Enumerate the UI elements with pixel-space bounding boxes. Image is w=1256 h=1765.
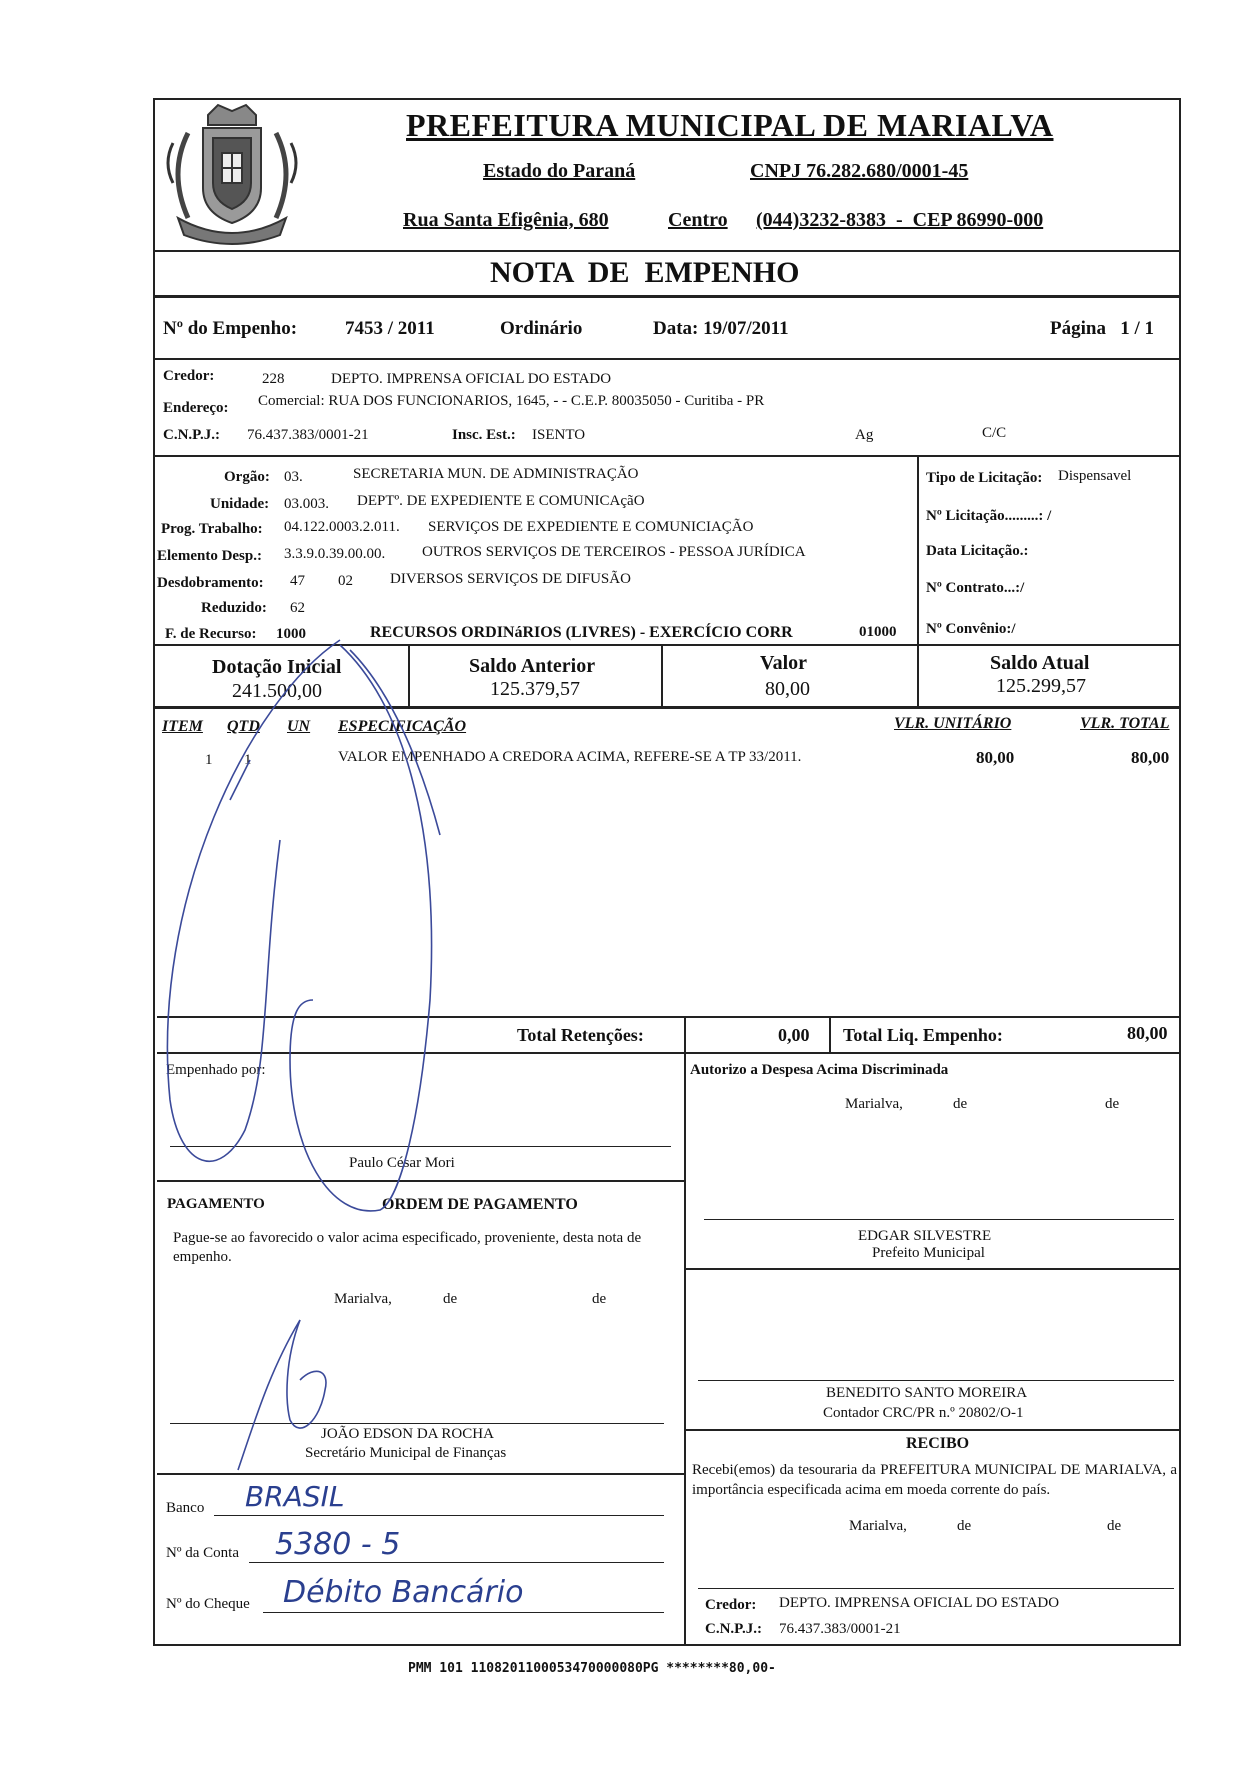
elemento-name: OUTROS SERVIÇOS DE TERCEIROS - PESSOA JURÍDICA (422, 544, 806, 560)
saldo-atual-value: 125.299,57 (996, 675, 1086, 697)
col-un: UN (287, 718, 311, 735)
elemento-label: Elemento Desp.: (157, 548, 262, 564)
credor-cnpj: 76.437.383/0001-21 (247, 427, 369, 443)
item-unit-value: 80,00 (976, 748, 1015, 767)
desdobramento-code2: 02 (338, 573, 353, 589)
unidade-code: 03.003. (284, 496, 329, 512)
banco-value-handwritten: BRASIL (245, 1480, 345, 1513)
header-address: Rua Santa Efigênia, 680 (403, 209, 609, 231)
orgao-name: SECRETARIA MUN. DE ADMINISTRAÇÃO (353, 466, 639, 482)
orgao-label: Orgão: (224, 469, 270, 485)
recibo-cnpj-label: C.N.P.J.: (705, 1621, 762, 1637)
prog-label: Prog. Trabalho: (161, 521, 263, 537)
pagamento-label: PAGAMENTO (167, 1196, 265, 1212)
fonte-name: RECURSOS ORDINáRIOS (LIVRES) - EXERCÍCIO CORR (370, 624, 793, 641)
recibo-cnpj-value: 76.437.383/0001-21 (779, 1621, 901, 1637)
recibo-credor-label: Credor: (705, 1597, 757, 1613)
banco-label: Banco (166, 1500, 205, 1516)
unidade-label: Unidade: (210, 496, 270, 512)
total-retencoes-label: Total Retenções: (517, 1025, 644, 1045)
ordem-pagamento-label: ORDEM DE PAGAMENTO (382, 1196, 578, 1213)
address-label: Endereço: (163, 400, 229, 416)
desdobramento-name: DIVERSOS SERVIÇOS DE DIFUSÃO (390, 571, 631, 587)
desdobramento-code1: 47 (290, 573, 305, 589)
tipo-licitacao-value: Dispensavel (1058, 468, 1132, 484)
col-especificacao: ESPECIFICAÇÃO (338, 718, 467, 735)
credor-code: 228 (262, 371, 285, 387)
fonte-code2: 01000 (859, 624, 897, 640)
credor-name: DEPTO. IMPRENSA OFICIAL DO ESTADO (331, 371, 612, 387)
item-number: 1 (205, 752, 213, 768)
fonte-label: F. de Recurso: (165, 626, 257, 642)
header-cnpj: CNPJ 76.282.680/0001-45 (750, 160, 969, 182)
dotacao-inicial-value: 241.500,00 (232, 680, 322, 702)
contador-role: Contador CRC/PR n.º 20802/O-1 (823, 1405, 1024, 1421)
cheque-value-handwritten: Débito Bancário (283, 1575, 524, 1610)
reduzido-value: 62 (290, 600, 305, 616)
pagamento-text: Pague-se ao favorecido o valor acima especificado, proveniente, desta nota de empenho. (173, 1230, 642, 1265)
recibo-text: Recebi(emos) da tesouraria da PREFEITURA MUNICIPAL DE MARIALVA, a importância especificada acima em moeda corrente do país. (692, 1462, 1177, 1498)
contador-name: BENEDITO SANTO MOREIRA (826, 1385, 1028, 1401)
item-spec: VALOR EMPENHADO A CREDORA ACIMA, REFERE-SE A TP 33/2011. (338, 749, 802, 765)
prog-code: 04.122.0003.2.011. (284, 519, 400, 535)
dotacao-inicial-label: Dotação Inicial (212, 656, 342, 678)
recibo-label: RECIBO (906, 1435, 970, 1452)
insc-label: Insc. Est.: (452, 427, 516, 443)
recibo-credor-name: DEPTO. IMPRENSA OFICIAL DO ESTADO (779, 1595, 1060, 1611)
secretario-role: Secretário Municipal de Finanças (305, 1445, 507, 1461)
recibo-de1: de (957, 1518, 972, 1534)
elemento-code: 3.3.9.0.39.00.00. (284, 546, 386, 562)
cheque-label: Nº do Cheque (166, 1596, 250, 1612)
valor-label: Valor (760, 652, 808, 674)
autorizo-label: Autorizo a Despesa Acima Discriminada (690, 1062, 949, 1078)
desdobramento-label: Desdobramento: (157, 575, 264, 591)
item-qtd: 1 (244, 752, 252, 768)
convenio-label: Nº Convênio:/ (926, 621, 1016, 637)
empenho-number-label: Nº do Empenho: (163, 318, 298, 339)
contrato-label: Nº Contrato...:/ (926, 580, 1025, 596)
col-vlr-total: VLR. TOTAL (1080, 715, 1170, 732)
secretario-name: JOÃO EDSON DA ROCHA (321, 1426, 494, 1442)
saldo-anterior-value: 125.379,57 (490, 678, 580, 700)
header-district: Centro (668, 209, 728, 231)
valor-value: 80,00 (765, 678, 810, 700)
data-licitacao-label: Data Licitação.: (926, 543, 1029, 559)
cnpj-label: C.N.P.J.: (163, 427, 220, 443)
cc-label: C/C (982, 425, 1007, 441)
autorizo-city: Marialva, (845, 1096, 903, 1112)
pagamento-de2: de (592, 1291, 607, 1307)
credor-address: Comercial: RUA DOS FUNCIONARIOS, 1645, - - C.E.P. 80035050 - Curitiba - PR (258, 393, 765, 409)
pagamento-city: Marialva, (334, 1291, 392, 1307)
empenho-type: Ordinário (500, 318, 583, 339)
document-title: NOTA DE EMPENHO (490, 256, 800, 289)
col-vlr-unitario: VLR. UNITÁRIO (894, 715, 1012, 732)
conta-value-handwritten: 5380 - 5 (275, 1527, 401, 1562)
pagamento-de1: de (443, 1291, 458, 1307)
autorizo-de2: de (1105, 1096, 1120, 1112)
total-retencoes-value: 0,00 (778, 1025, 810, 1045)
recibo-de2: de (1107, 1518, 1122, 1534)
header-phone-cep: (044)3232-8383 - CEP 86990-000 (756, 209, 1044, 231)
credor-label: Credor: (163, 368, 215, 384)
conta-label: Nº da Conta (166, 1545, 239, 1561)
unidade-name: DEPTº. DE EXPEDIENTE E COMUNICAçãO (357, 493, 645, 509)
recibo-city: Marialva, (849, 1518, 907, 1534)
col-item: ITEM (162, 718, 203, 735)
prog-name: SERVIÇOS DE EXPEDIENTE E COMUNICIAÇÃO (428, 519, 754, 535)
page-number: Página 1 / 1 (1050, 318, 1154, 339)
empenho-number: 7453 / 2011 (345, 318, 435, 339)
saldo-anterior-label: Saldo Anterior (469, 655, 596, 677)
fonte-code: 1000 (276, 626, 306, 642)
reduzido-label: Reduzido: (201, 600, 267, 616)
col-qtd: QTD (227, 718, 260, 735)
footer-barcode-text: PMM 101 1108201100053470000080PG ********80,00- (408, 1661, 776, 1676)
empenhado-por-label: Empenhado por: (166, 1062, 266, 1078)
state-name: Estado do Paraná (483, 160, 636, 182)
ag-label: Ag (855, 427, 874, 443)
item-total-value: 80,00 (1131, 748, 1170, 767)
autorizo-de1: de (953, 1096, 968, 1112)
saldo-atual-label: Saldo Atual (990, 652, 1090, 674)
insc-value: ISENTO (532, 427, 586, 443)
empenho-date: Data: 19/07/2011 (653, 318, 789, 339)
municipality-title: PREFEITURA MUNICIPAL DE MARIALVA (406, 107, 1054, 143)
total-liquido-label: Total Liq. Empenho: (843, 1025, 1003, 1045)
total-liquido-value: 80,00 (1127, 1023, 1168, 1043)
num-licitacao-label: Nº Licitação.........: / (926, 508, 1052, 524)
prefeito-role: Prefeito Municipal (872, 1245, 985, 1261)
orgao-code: 03. (284, 469, 303, 485)
prefeito-name: EDGAR SILVESTRE (858, 1228, 992, 1244)
tipo-licitacao-label: Tipo de Licitação: (926, 470, 1043, 486)
empenhado-por-name: Paulo César Mori (349, 1155, 455, 1171)
